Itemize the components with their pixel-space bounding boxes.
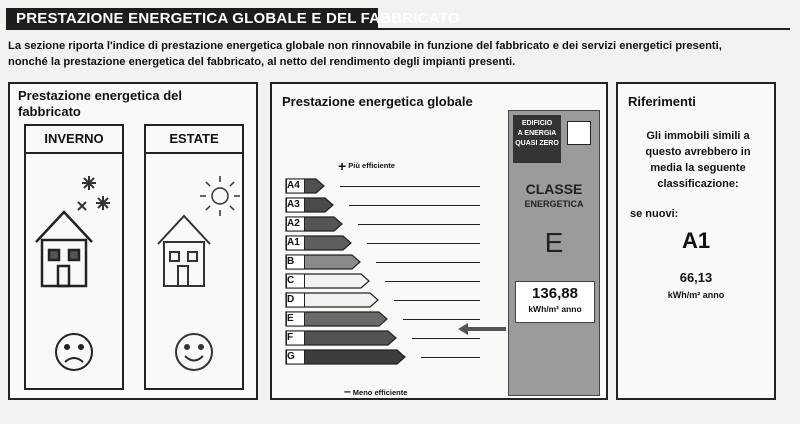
energy-class-row [286, 311, 479, 327]
energy-class-arrow [286, 292, 380, 308]
plus-icon: + [338, 158, 347, 174]
sun-icon [200, 176, 240, 216]
intro-line-1: La sezione riporta l'indice di prestazione energetica globale non rinnovabile in funzione del fabbricato e dei servizi energetici presenti, [8, 40, 722, 52]
energy-class-label: F [287, 332, 294, 343]
energy-class-label: G [287, 351, 295, 362]
building-performance-panel [8, 82, 258, 400]
nzeb-checkbox [567, 121, 591, 145]
energy-class-label: C [287, 275, 295, 286]
intro-line-2: nonché la prestazione energetica del fabbricato, al netto del rendimento degli impianti presenti. [8, 56, 516, 68]
energy-class-label: B [287, 256, 295, 267]
energy-value-unit: kWh/m² anno [528, 304, 582, 314]
reference-unit: kWh/m² anno [667, 290, 725, 300]
winter-box [24, 124, 124, 390]
nzeb-badge: EDIFICIO A ENERGIA QUASI ZERO [513, 115, 561, 163]
energy-class-label: A2 [287, 218, 300, 229]
reference-value: 66,13 [679, 270, 713, 285]
energy-class-arrow [286, 311, 389, 327]
new-buildings-label: se nuovi: [630, 208, 679, 220]
happy-face-icon [176, 334, 212, 370]
energy-class-leader-line [367, 243, 480, 244]
energy-class-label: E [287, 313, 294, 324]
energy-class-leader-line [403, 319, 480, 320]
energy-class-leader-line [340, 186, 480, 187]
winter-illustration [26, 152, 122, 388]
reference-class: A1 [681, 228, 711, 253]
references-text: Gli immobili simili a questo avrebbero in media la seguente classificazione: [645, 130, 751, 190]
energy-class-label: A4 [287, 180, 300, 191]
energy-class-leader-line [421, 357, 480, 358]
global-performance-title: Prestazione energetica globale [282, 94, 473, 109]
energy-value: 136,88 [532, 285, 578, 302]
energy-class-leader-line [412, 338, 480, 339]
class-pointer-arrow-icon [458, 322, 506, 336]
energy-class-arrow [286, 254, 362, 270]
energy-class-arrow [286, 330, 398, 346]
energy-class-leader-line [394, 300, 480, 301]
energy-class-row [286, 216, 434, 232]
energy-class-row [286, 235, 443, 251]
building-performance-title: Prestazione energetica del fabbricato [18, 88, 183, 119]
energy-class-row [286, 273, 461, 289]
minus-icon: – [344, 384, 351, 398]
energy-class-leader-line [349, 205, 480, 206]
energy-class-arrow [286, 349, 407, 365]
energy-class-arrow [286, 273, 371, 289]
energy-class-title: CLASSE [525, 181, 583, 197]
energy-class-label: A1 [287, 237, 300, 248]
intro-text [8, 38, 778, 70]
house-icon [158, 216, 210, 286]
energy-class-leader-line [385, 281, 480, 282]
references-panel [616, 82, 776, 400]
sad-face-icon [56, 334, 92, 370]
more-efficient-label: + Più efficiente [338, 158, 395, 174]
energy-class-label: D [287, 294, 295, 305]
summer-box [144, 124, 244, 390]
energy-class-row [286, 254, 452, 270]
global-performance-panel [270, 82, 608, 400]
summer-label: ESTATE [146, 126, 242, 154]
energy-class-row [286, 178, 416, 194]
section-header [6, 8, 460, 30]
header-rule [378, 28, 790, 30]
energy-class-row [286, 197, 425, 213]
energy-class-leader-line [358, 224, 480, 225]
energy-class-letter: E [544, 227, 564, 258]
less-efficient-label: – Meno efficiente [344, 384, 408, 398]
energy-class-label: A3 [287, 199, 300, 210]
house-icon [36, 212, 92, 286]
energy-class-subtitle: ENERGETICA [524, 199, 584, 209]
section-title: PRESTAZIONE ENERGETICA GLOBALE E DEL FABBRICATO [16, 10, 460, 27]
energy-class-row [286, 349, 497, 365]
energy-value-box [515, 281, 595, 323]
references-title: Riferimenti [628, 94, 696, 109]
summer-illustration [146, 152, 242, 388]
winter-label: INVERNO [26, 126, 122, 154]
energy-class-leader-line [376, 262, 480, 263]
snowflake-icon [78, 176, 110, 210]
energy-class-row [286, 292, 470, 308]
energy-class-box [508, 110, 600, 396]
